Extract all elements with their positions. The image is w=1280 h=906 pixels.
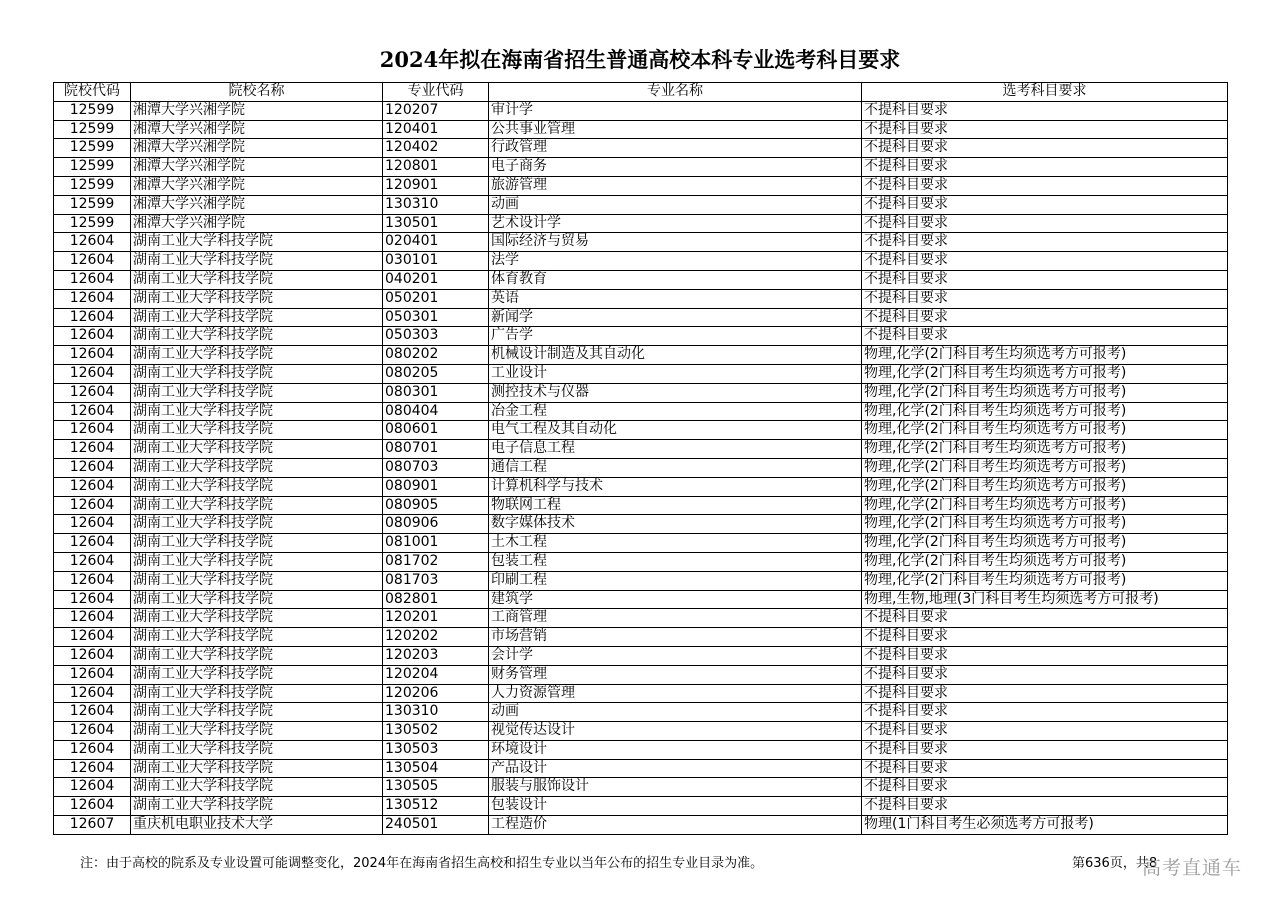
- school-name-cell: 湖南工业大学科技学院: [131, 665, 383, 684]
- school-name-cell: 湖南工业大学科技学院: [131, 534, 383, 553]
- major-name-cell: 通信工程: [489, 458, 862, 477]
- school-code-cell: 12604: [54, 646, 131, 665]
- table-row: [54, 816, 1228, 835]
- header-school-code: 院校代码: [54, 83, 131, 102]
- header-major-name: 专业名称: [489, 83, 862, 102]
- major-code-cell: 080703: [383, 458, 489, 477]
- table-row: [54, 421, 1228, 440]
- requirement-cell: 物理,化学(2门科目考生均须选考方可报考): [862, 346, 1228, 365]
- major-code-cell: 080901: [383, 477, 489, 496]
- school-code-cell: 12604: [54, 308, 131, 327]
- table-row: [54, 214, 1228, 233]
- table-row: [54, 252, 1228, 271]
- major-code-cell: 120206: [383, 684, 489, 703]
- table-row: [54, 120, 1228, 139]
- school-code-cell: 12604: [54, 797, 131, 816]
- requirement-cell: 不提科目要求: [862, 308, 1228, 327]
- school-name-cell: 湖南工业大学科技学院: [131, 233, 383, 252]
- school-code-cell: 12604: [54, 665, 131, 684]
- requirement-cell: 不提科目要求: [862, 684, 1228, 703]
- requirement-cell: 不提科目要求: [862, 628, 1228, 647]
- requirement-cell: 不提科目要求: [862, 270, 1228, 289]
- table-row: [54, 759, 1228, 778]
- school-name-cell: 湘潭大学兴湘学院: [131, 139, 383, 158]
- school-code-cell: 12604: [54, 609, 131, 628]
- major-name-cell: 行政管理: [489, 139, 862, 158]
- school-name-cell: 湘潭大学兴湘学院: [131, 158, 383, 177]
- major-code-cell: 120901: [383, 176, 489, 195]
- table-row: [54, 496, 1228, 515]
- major-name-cell: 包装工程: [489, 552, 862, 571]
- school-name-cell: 湖南工业大学科技学院: [131, 458, 383, 477]
- major-name-cell: 国际经济与贸易: [489, 233, 862, 252]
- school-name-cell: 湖南工业大学科技学院: [131, 740, 383, 759]
- major-name-cell: 广告学: [489, 327, 862, 346]
- requirement-cell: 不提科目要求: [862, 233, 1228, 252]
- major-code-cell: 130310: [383, 703, 489, 722]
- requirement-cell: 不提科目要求: [862, 703, 1228, 722]
- header-major-code: 专业代码: [383, 83, 489, 102]
- school-code-cell: 12604: [54, 440, 131, 459]
- major-code-cell: 130503: [383, 740, 489, 759]
- major-code-cell: 080202: [383, 346, 489, 365]
- table-row: [54, 195, 1228, 214]
- requirement-cell: 物理,化学(2门科目考生均须选考方可报考): [862, 534, 1228, 553]
- school-code-cell: 12604: [54, 327, 131, 346]
- major-code-cell: 082801: [383, 590, 489, 609]
- requirement-cell: 不提科目要求: [862, 195, 1228, 214]
- table-row: [54, 778, 1228, 797]
- school-name-cell: 湖南工业大学科技学院: [131, 646, 383, 665]
- school-code-cell: 12599: [54, 139, 131, 158]
- school-name-cell: 湖南工业大学科技学院: [131, 628, 383, 647]
- table-row: [54, 665, 1228, 684]
- major-name-cell: 视觉传达设计: [489, 722, 862, 741]
- requirement-cell: 不提科目要求: [862, 120, 1228, 139]
- table-row: [54, 440, 1228, 459]
- major-code-cell: 080906: [383, 515, 489, 534]
- watermark: 高考直通车: [1142, 857, 1243, 879]
- requirement-cell: 物理,化学(2门科目考生均须选考方可报考): [862, 458, 1228, 477]
- major-name-cell: 法学: [489, 252, 862, 271]
- table-row: [54, 571, 1228, 590]
- requirement-cell: 物理,化学(2门科目考生均须选考方可报考): [862, 383, 1228, 402]
- major-code-cell: 040201: [383, 270, 489, 289]
- school-name-cell: 湖南工业大学科技学院: [131, 759, 383, 778]
- requirement-cell: 不提科目要求: [862, 759, 1228, 778]
- school-name-cell: 湖南工业大学科技学院: [131, 364, 383, 383]
- table-row: [54, 402, 1228, 421]
- requirement-cell: 不提科目要求: [862, 176, 1228, 195]
- requirement-cell: 物理,化学(2门科目考生均须选考方可报考): [862, 477, 1228, 496]
- school-code-cell: 12607: [54, 816, 131, 835]
- major-code-cell: 050201: [383, 289, 489, 308]
- major-name-cell: 旅游管理: [489, 176, 862, 195]
- requirement-cell: 不提科目要求: [862, 778, 1228, 797]
- requirement-cell: 不提科目要求: [862, 646, 1228, 665]
- table-row: [54, 515, 1228, 534]
- major-code-cell: 080301: [383, 383, 489, 402]
- school-name-cell: 湖南工业大学科技学院: [131, 383, 383, 402]
- major-name-cell: 体育教育: [489, 270, 862, 289]
- school-code-cell: 12604: [54, 421, 131, 440]
- school-code-cell: 12604: [54, 759, 131, 778]
- school-code-cell: 12604: [54, 684, 131, 703]
- school-code-cell: 12604: [54, 778, 131, 797]
- school-name-cell: 湖南工业大学科技学院: [131, 308, 383, 327]
- table-row: [54, 176, 1228, 195]
- school-code-cell: 12604: [54, 703, 131, 722]
- requirement-cell: 不提科目要求: [862, 740, 1228, 759]
- table-row: [54, 477, 1228, 496]
- requirement-cell: 不提科目要求: [862, 158, 1228, 177]
- major-code-cell: 120204: [383, 665, 489, 684]
- table-row: [54, 101, 1228, 120]
- school-code-cell: 12604: [54, 233, 131, 252]
- table-row: [54, 628, 1228, 647]
- requirement-cell: 不提科目要求: [862, 665, 1228, 684]
- major-name-cell: 艺术设计学: [489, 214, 862, 233]
- major-code-cell: 120202: [383, 628, 489, 647]
- table-body: [54, 101, 1228, 834]
- school-name-cell: 湖南工业大学科技学院: [131, 703, 383, 722]
- major-name-cell: 英语: [489, 289, 862, 308]
- table-row: [54, 308, 1228, 327]
- major-code-cell: 050301: [383, 308, 489, 327]
- school-code-cell: 12604: [54, 346, 131, 365]
- school-code-cell: 12604: [54, 722, 131, 741]
- school-code-cell: 12599: [54, 158, 131, 177]
- school-code-cell: 12604: [54, 515, 131, 534]
- major-name-cell: 服装与服饰设计: [489, 778, 862, 797]
- major-code-cell: 130512: [383, 797, 489, 816]
- major-code-cell: 120402: [383, 139, 489, 158]
- school-name-cell: 湖南工业大学科技学院: [131, 252, 383, 271]
- major-code-cell: 120207: [383, 101, 489, 120]
- major-name-cell: 新闻学: [489, 308, 862, 327]
- major-name-cell: 公共事业管理: [489, 120, 862, 139]
- school-code-cell: 12604: [54, 383, 131, 402]
- requirement-cell: 物理,化学(2门科目考生均须选考方可报考): [862, 440, 1228, 459]
- school-code-cell: 12599: [54, 120, 131, 139]
- requirement-cell: 不提科目要求: [862, 101, 1228, 120]
- major-code-cell: 120201: [383, 609, 489, 628]
- school-name-cell: 湖南工业大学科技学院: [131, 402, 383, 421]
- major-code-cell: 080601: [383, 421, 489, 440]
- school-name-cell: 湖南工业大学科技学院: [131, 609, 383, 628]
- table-row: [54, 364, 1228, 383]
- school-name-cell: 湖南工业大学科技学院: [131, 684, 383, 703]
- major-code-cell: 130504: [383, 759, 489, 778]
- school-code-cell: 12604: [54, 402, 131, 421]
- major-code-cell: 130310: [383, 195, 489, 214]
- requirement-cell: 物理(1门科目考生必须选考方可报考): [862, 816, 1228, 835]
- header-subject-requirement: 选考科目要求: [862, 83, 1228, 102]
- major-name-cell: 机械设计制造及其自动化: [489, 346, 862, 365]
- requirement-cell: 物理,化学(2门科目考生均须选考方可报考): [862, 496, 1228, 515]
- major-code-cell: 120801: [383, 158, 489, 177]
- requirement-cell: 物理,化学(2门科目考生均须选考方可报考): [862, 421, 1228, 440]
- requirement-cell: 不提科目要求: [862, 327, 1228, 346]
- school-name-cell: 湖南工业大学科技学院: [131, 346, 383, 365]
- major-code-cell: 240501: [383, 816, 489, 835]
- table-row: [54, 233, 1228, 252]
- page-number: 第636页，共8: [1072, 856, 1158, 871]
- table-row: [54, 534, 1228, 553]
- major-code-cell: 130505: [383, 778, 489, 797]
- requirement-cell: 物理,化学(2门科目考生均须选考方可报考): [862, 571, 1228, 590]
- school-code-cell: 12604: [54, 289, 131, 308]
- major-code-cell: 120401: [383, 120, 489, 139]
- school-code-cell: 12599: [54, 195, 131, 214]
- requirement-cell: 不提科目要求: [862, 797, 1228, 816]
- table-row: [54, 552, 1228, 571]
- table-row: [54, 270, 1228, 289]
- major-name-cell: 动画: [489, 703, 862, 722]
- major-code-cell: 030101: [383, 252, 489, 271]
- major-name-cell: 电子信息工程: [489, 440, 862, 459]
- school-name-cell: 湖南工业大学科技学院: [131, 289, 383, 308]
- school-name-cell: 湖南工业大学科技学院: [131, 778, 383, 797]
- footer-note: 注：由于高校的院系及专业设置可能调整变化，2024年在海南省招生高校和招生专业以当年公布的招生专业目录为准。: [80, 856, 764, 871]
- school-name-cell: 湖南工业大学科技学院: [131, 477, 383, 496]
- school-name-cell: 湖南工业大学科技学院: [131, 797, 383, 816]
- table-row: [54, 684, 1228, 703]
- requirement-cell: 不提科目要求: [862, 214, 1228, 233]
- major-name-cell: 印刷工程: [489, 571, 862, 590]
- major-code-cell: 081703: [383, 571, 489, 590]
- school-name-cell: 湖南工业大学科技学院: [131, 515, 383, 534]
- major-name-cell: 土木工程: [489, 534, 862, 553]
- table-row: [54, 158, 1228, 177]
- major-name-cell: 工商管理: [489, 609, 862, 628]
- table-row: [54, 346, 1228, 365]
- school-code-cell: 12604: [54, 628, 131, 647]
- school-name-cell: 湖南工业大学科技学院: [131, 421, 383, 440]
- school-name-cell: 湘潭大学兴湘学院: [131, 214, 383, 233]
- table-row: [54, 609, 1228, 628]
- header-school-name: 院校名称: [131, 83, 383, 102]
- major-code-cell: 130501: [383, 214, 489, 233]
- major-code-cell: 120203: [383, 646, 489, 665]
- requirement-cell: 物理,化学(2门科目考生均须选考方可报考): [862, 515, 1228, 534]
- requirement-cell: 不提科目要求: [862, 609, 1228, 628]
- table-header-row: [54, 83, 1228, 102]
- table-row: [54, 289, 1228, 308]
- major-code-cell: 080701: [383, 440, 489, 459]
- requirement-cell: 不提科目要求: [862, 289, 1228, 308]
- table-row: [54, 797, 1228, 816]
- school-name-cell: 湖南工业大学科技学院: [131, 496, 383, 515]
- major-code-cell: 080205: [383, 364, 489, 383]
- major-code-cell: 080404: [383, 402, 489, 421]
- major-code-cell: 020401: [383, 233, 489, 252]
- major-name-cell: 会计学: [489, 646, 862, 665]
- school-name-cell: 湖南工业大学科技学院: [131, 440, 383, 459]
- major-name-cell: 工程造价: [489, 816, 862, 835]
- table-row: [54, 383, 1228, 402]
- school-code-cell: 12599: [54, 214, 131, 233]
- major-name-cell: 人力资源管理: [489, 684, 862, 703]
- school-code-cell: 12604: [54, 270, 131, 289]
- major-name-cell: 市场营销: [489, 628, 862, 647]
- school-code-cell: 12604: [54, 477, 131, 496]
- major-name-cell: 审计学: [489, 101, 862, 120]
- table-row: [54, 327, 1228, 346]
- school-code-cell: 12604: [54, 590, 131, 609]
- school-name-cell: 重庆机电职业技术大学: [131, 816, 383, 835]
- major-name-cell: 环境设计: [489, 740, 862, 759]
- table-row: [54, 703, 1228, 722]
- major-name-cell: 动画: [489, 195, 862, 214]
- major-code-cell: 081702: [383, 552, 489, 571]
- school-code-cell: 12599: [54, 176, 131, 195]
- school-code-cell: 12604: [54, 534, 131, 553]
- requirement-cell: 物理,化学(2门科目考生均须选考方可报考): [862, 364, 1228, 383]
- school-name-cell: 湘潭大学兴湘学院: [131, 195, 383, 214]
- requirement-cell: 不提科目要求: [862, 722, 1228, 741]
- requirement-cell: 物理,生物,地理(3门科目考生均须选考方可报考): [862, 590, 1228, 609]
- school-name-cell: 湘潭大学兴湘学院: [131, 101, 383, 120]
- table-row: [54, 139, 1228, 158]
- major-name-cell: 产品设计: [489, 759, 862, 778]
- school-name-cell: 湖南工业大学科技学院: [131, 552, 383, 571]
- school-name-cell: 湖南工业大学科技学院: [131, 590, 383, 609]
- school-name-cell: 湖南工业大学科技学院: [131, 327, 383, 346]
- school-code-cell: 12604: [54, 364, 131, 383]
- table-row: [54, 722, 1228, 741]
- table-row: [54, 458, 1228, 477]
- school-code-cell: 12599: [54, 101, 131, 120]
- table-row: [54, 590, 1228, 609]
- school-code-cell: 12604: [54, 571, 131, 590]
- major-code-cell: 081001: [383, 534, 489, 553]
- requirement-cell: 不提科目要求: [862, 139, 1228, 158]
- major-name-cell: 包装设计: [489, 797, 862, 816]
- major-name-cell: 物联网工程: [489, 496, 862, 515]
- table-row: [54, 646, 1228, 665]
- school-name-cell: 湖南工业大学科技学院: [131, 722, 383, 741]
- requirement-cell: 物理,化学(2门科目考生均须选考方可报考): [862, 552, 1228, 571]
- school-code-cell: 12604: [54, 552, 131, 571]
- school-code-cell: 12604: [54, 252, 131, 271]
- school-code-cell: 12604: [54, 458, 131, 477]
- major-name-cell: 电子商务: [489, 158, 862, 177]
- major-name-cell: 建筑学: [489, 590, 862, 609]
- table-row: [54, 740, 1228, 759]
- major-name-cell: 工业设计: [489, 364, 862, 383]
- requirements-table: [53, 82, 1228, 835]
- requirement-cell: 不提科目要求: [862, 252, 1228, 271]
- major-code-cell: 080905: [383, 496, 489, 515]
- school-code-cell: 12604: [54, 496, 131, 515]
- major-code-cell: 130502: [383, 722, 489, 741]
- major-name-cell: 电气工程及其自动化: [489, 421, 862, 440]
- major-name-cell: 测控技术与仪器: [489, 383, 862, 402]
- major-name-cell: 计算机科学与技术: [489, 477, 862, 496]
- school-name-cell: 湖南工业大学科技学院: [131, 270, 383, 289]
- major-name-cell: 数字媒体技术: [489, 515, 862, 534]
- school-name-cell: 湘潭大学兴湘学院: [131, 120, 383, 139]
- school-code-cell: 12604: [54, 740, 131, 759]
- major-name-cell: 冶金工程: [489, 402, 862, 421]
- page-title: 2024年拟在海南省招生普通高校本科专业选考科目要求: [379, 47, 901, 72]
- major-name-cell: 财务管理: [489, 665, 862, 684]
- school-name-cell: 湖南工业大学科技学院: [131, 571, 383, 590]
- requirement-cell: 物理,化学(2门科目考生均须选考方可报考): [862, 402, 1228, 421]
- major-code-cell: 050303: [383, 327, 489, 346]
- school-name-cell: 湘潭大学兴湘学院: [131, 176, 383, 195]
